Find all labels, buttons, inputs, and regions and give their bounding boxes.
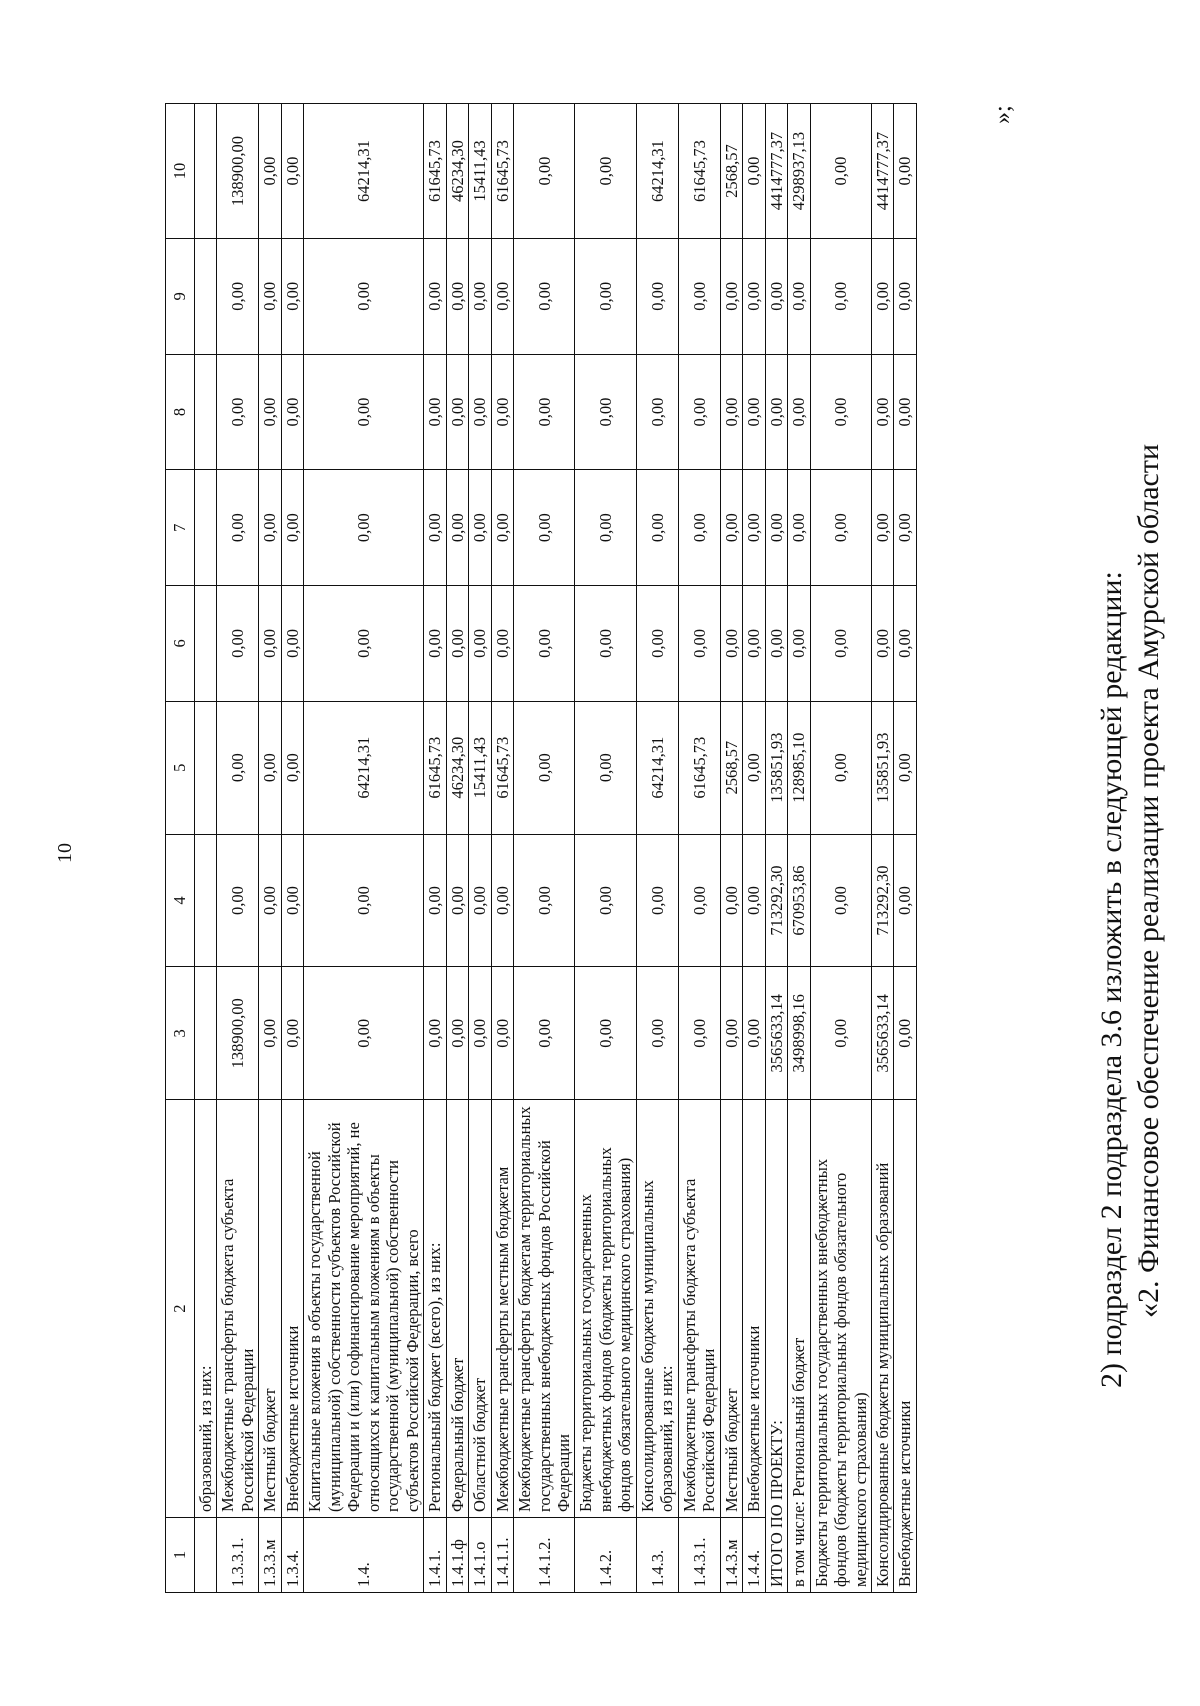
total-value-cell: 4414777,37 [765, 104, 787, 239]
row-name: образований, из них: [195, 1100, 217, 1518]
summary-value-cell: 4414777,37 [872, 104, 894, 239]
value-cell: 0,00 [217, 586, 259, 702]
row-code: 1.4.1. [424, 1518, 446, 1593]
summary-value-cell: 0,00 [788, 354, 810, 470]
value-cell [195, 834, 217, 967]
row-code: 1.4.4. [743, 1518, 765, 1593]
value-cell: 0,00 [743, 967, 765, 1100]
value-cell: 0,00 [304, 239, 424, 355]
table-row [678, 104, 720, 1593]
value-cell: 61645,73 [491, 701, 513, 834]
value-cell: 0,00 [259, 586, 281, 702]
summary-value-cell: 0,00 [810, 967, 871, 1100]
value-cell: 0,00 [491, 834, 513, 967]
total-label: ИТОГО ПО ПРОЕКТУ: [765, 1100, 787, 1593]
table-row [217, 104, 259, 1593]
summary-value-cell: 670953,86 [788, 834, 810, 967]
row-name: Консолидированные бюджеты муниципальных образований, из них: [636, 1100, 678, 1518]
value-cell: 0,00 [491, 967, 513, 1100]
value-cell: 0,00 [678, 967, 720, 1100]
amendment-paragraph: 2) подраздел 2 подраздела 3.6 изложить в следующей редакции: [1095, 571, 1128, 1388]
summary-value-cell: 0,00 [810, 470, 871, 586]
value-cell: 0,00 [304, 834, 424, 967]
value-cell: 138900,00 [217, 104, 259, 239]
table-row [304, 104, 424, 1593]
value-cell: 61645,73 [678, 104, 720, 239]
value-cell [195, 470, 217, 586]
summary-value-cell: 0,00 [810, 586, 871, 702]
table-row [743, 104, 765, 1593]
summary-label: Бюджеты территориальных государственных внебюджетных фондов (бюджеты территориальных фондов обязательного медицинского страхования) [810, 1100, 871, 1593]
value-cell: 0,00 [281, 104, 303, 239]
value-cell [195, 967, 217, 1100]
value-cell: 0,00 [469, 586, 491, 702]
value-cell: 0,00 [636, 967, 678, 1100]
total-value-cell: 0,00 [765, 354, 787, 470]
summary-value-cell: 0,00 [894, 239, 916, 355]
table-row [195, 104, 217, 1593]
column-header: 9 [166, 239, 195, 355]
value-cell: 0,00 [281, 967, 303, 1100]
value-cell: 0,00 [491, 586, 513, 702]
summary-value-cell: 0,00 [788, 239, 810, 355]
value-cell: 0,00 [424, 354, 446, 470]
value-cell: 0,00 [743, 701, 765, 834]
total-value-cell: 0,00 [765, 239, 787, 355]
row-name: Внебюджетные источники [281, 1100, 303, 1518]
value-cell: 64214,31 [636, 701, 678, 834]
summary-value-cell: 0,00 [810, 239, 871, 355]
value-cell: 0,00 [304, 586, 424, 702]
value-cell: 0,00 [259, 239, 281, 355]
value-cell: 0,00 [514, 967, 575, 1100]
value-cell: 0,00 [259, 470, 281, 586]
row-name: Областной бюджет [469, 1100, 491, 1518]
row-code: 1.4.1.1. [491, 1518, 513, 1593]
value-cell: 0,00 [491, 470, 513, 586]
value-cell: 0,00 [281, 834, 303, 967]
value-cell: 0,00 [281, 354, 303, 470]
row-name: Местный бюджет [259, 1100, 281, 1518]
row-name: Межбюджетные трансферты бюджета субъекта Российской Федерации [678, 1100, 720, 1518]
summary-row [788, 104, 810, 1593]
value-cell [195, 354, 217, 470]
value-cell: 0,00 [575, 239, 636, 355]
value-cell: 0,00 [281, 470, 303, 586]
value-cell: 0,00 [304, 967, 424, 1100]
value-cell: 0,00 [424, 470, 446, 586]
row-code: 1.4.1.ф [446, 1518, 468, 1593]
value-cell: 61645,73 [424, 701, 446, 834]
summary-value-cell: 0,00 [894, 834, 916, 967]
summary-value-cell: 713292,30 [872, 834, 894, 967]
value-cell: 0,00 [575, 470, 636, 586]
value-cell: 0,00 [514, 470, 575, 586]
row-name: Межбюджетные трансферты бюджета субъекта Российской Федерации [217, 1100, 259, 1518]
value-cell: 0,00 [304, 470, 424, 586]
summary-value-cell: 0,00 [872, 586, 894, 702]
value-cell: 0,00 [720, 586, 742, 702]
value-cell: 0,00 [575, 701, 636, 834]
summary-value-cell: 128985,10 [788, 701, 810, 834]
summary-value-cell: 0,00 [788, 470, 810, 586]
table-header-row [166, 104, 195, 1593]
column-header: 5 [166, 701, 195, 834]
row-name: Федеральный бюджет [446, 1100, 468, 1518]
value-cell: 0,00 [514, 354, 575, 470]
summary-label: в том числе: Региональный бюджет [788, 1100, 810, 1593]
summary-value-cell: 0,00 [872, 470, 894, 586]
value-cell: 0,00 [514, 701, 575, 834]
table-row [446, 104, 468, 1593]
value-cell: 0,00 [281, 239, 303, 355]
value-cell: 0,00 [424, 586, 446, 702]
column-header: 4 [166, 834, 195, 967]
budget-table [165, 103, 917, 1593]
value-cell: 0,00 [446, 834, 468, 967]
value-cell: 64214,31 [636, 104, 678, 239]
value-cell: 0,00 [217, 354, 259, 470]
page-number: 10 [54, 843, 76, 863]
row-name: Капитальные вложения в объекты государственной (муниципальной) собственности субъектов Российской Федерации и (или) софинансирование мероприятий, не относящихся к капитальным вложениям в объекты государственной (муниципальной) собственности субъектов Российской Федерации, всего [304, 1100, 424, 1518]
value-cell: 64214,31 [304, 104, 424, 239]
value-cell: 0,00 [720, 470, 742, 586]
row-code: 1.4.3.м [720, 1518, 742, 1593]
value-cell: 0,00 [678, 586, 720, 702]
table-row [469, 104, 491, 1593]
value-cell: 15411,43 [469, 104, 491, 239]
section-heading: «2. Финансовое обеспечение реализации проекта Амурской области [1132, 443, 1165, 1318]
summary-row [872, 104, 894, 1593]
value-cell: 0,00 [678, 470, 720, 586]
summary-value-cell: 135851,93 [872, 701, 894, 834]
value-cell: 64214,31 [304, 701, 424, 834]
table-body [195, 104, 917, 1593]
value-cell: 0,00 [259, 354, 281, 470]
value-cell: 0,00 [743, 239, 765, 355]
value-cell: 0,00 [636, 239, 678, 355]
row-name: Межбюджетные трансферты местным бюджетам [491, 1100, 513, 1518]
value-cell: 0,00 [678, 834, 720, 967]
row-name: Межбюджетные трансферты бюджетам территориальных государственных внебюджетных фондов Российской Федерации [514, 1100, 575, 1518]
total-value-cell: 0,00 [765, 586, 787, 702]
value-cell [195, 701, 217, 834]
summary-row [894, 104, 916, 1593]
value-cell: 0,00 [281, 586, 303, 702]
value-cell: 0,00 [720, 239, 742, 355]
column-header: 3 [166, 967, 195, 1100]
value-cell: 0,00 [575, 354, 636, 470]
value-cell: 0,00 [424, 239, 446, 355]
value-cell: 0,00 [743, 470, 765, 586]
summary-value-cell: 0,00 [894, 967, 916, 1100]
value-cell: 61645,73 [678, 701, 720, 834]
summary-value-cell: 0,00 [894, 470, 916, 586]
table-row [281, 104, 303, 1593]
row-code: 1.3.3.1. [217, 1518, 259, 1593]
table-row [424, 104, 446, 1593]
total-row [765, 104, 787, 1593]
value-cell: 0,00 [678, 354, 720, 470]
column-header: 6 [166, 586, 195, 702]
row-name: Внебюджетные источники [743, 1100, 765, 1518]
table-row [575, 104, 636, 1593]
total-value-cell: 0,00 [765, 470, 787, 586]
table-row [720, 104, 742, 1593]
value-cell: 0,00 [514, 586, 575, 702]
column-header: 1 [166, 1518, 195, 1593]
value-cell: 0,00 [424, 967, 446, 1100]
value-cell: 0,00 [720, 834, 742, 967]
value-cell: 0,00 [259, 967, 281, 1100]
summary-label: Внебюджетные источники [894, 1100, 916, 1593]
value-cell: 0,00 [491, 239, 513, 355]
summary-value-cell: 0,00 [810, 834, 871, 967]
value-cell: 0,00 [217, 239, 259, 355]
summary-value-cell: 0,00 [872, 354, 894, 470]
value-cell: 0,00 [469, 354, 491, 470]
row-code: 1.4.1.2. [514, 1518, 575, 1593]
value-cell: 0,00 [259, 834, 281, 967]
value-cell: 0,00 [720, 354, 742, 470]
value-cell [195, 586, 217, 702]
value-cell [195, 239, 217, 355]
summary-row [810, 104, 871, 1593]
row-code: 1.4.2. [575, 1518, 636, 1593]
value-cell: 0,00 [469, 967, 491, 1100]
table-row [636, 104, 678, 1593]
value-cell: 0,00 [469, 470, 491, 586]
value-cell: 0,00 [446, 586, 468, 702]
summary-value-cell: 0,00 [872, 239, 894, 355]
total-value-cell: 713292,30 [765, 834, 787, 967]
row-code: 1.4.3. [636, 1518, 678, 1593]
value-cell: 0,00 [469, 239, 491, 355]
value-cell: 0,00 [575, 104, 636, 239]
row-name: Региональный бюджет (всего), из них: [424, 1100, 446, 1518]
value-cell: 0,00 [743, 104, 765, 239]
value-cell: 0,00 [575, 967, 636, 1100]
value-cell: 61645,73 [424, 104, 446, 239]
summary-value-cell: 0,00 [894, 104, 916, 239]
summary-value-cell: 0,00 [810, 701, 871, 834]
value-cell: 0,00 [446, 354, 468, 470]
row-code: 1.3.4. [281, 1518, 303, 1593]
summary-value-cell: 0,00 [810, 354, 871, 470]
table-row [259, 104, 281, 1593]
value-cell: 0,00 [217, 834, 259, 967]
column-header: 10 [166, 104, 195, 239]
value-cell: 0,00 [281, 701, 303, 834]
value-cell: 0,00 [514, 104, 575, 239]
value-cell: 0,00 [259, 701, 281, 834]
value-cell: 2568,57 [720, 701, 742, 834]
value-cell: 2568,57 [720, 104, 742, 239]
closing-quote-mark: »; [990, 105, 1016, 124]
value-cell: 0,00 [743, 354, 765, 470]
value-cell: 0,00 [743, 834, 765, 967]
value-cell: 0,00 [636, 586, 678, 702]
summary-value-cell: 0,00 [894, 586, 916, 702]
column-header: 2 [166, 1100, 195, 1518]
row-code: 1.3.3.м [259, 1518, 281, 1593]
summary-value-cell: 0,00 [810, 104, 871, 239]
summary-value-cell: 4298937,13 [788, 104, 810, 239]
value-cell: 0,00 [514, 834, 575, 967]
row-code [195, 1518, 217, 1593]
column-header: 8 [166, 354, 195, 470]
value-cell: 0,00 [217, 470, 259, 586]
value-cell: 46234,30 [446, 104, 468, 239]
column-header: 7 [166, 470, 195, 586]
value-cell: 138900,00 [217, 967, 259, 1100]
value-cell: 46234,30 [446, 701, 468, 834]
value-cell: 0,00 [720, 967, 742, 1100]
row-code: 1.4.1.о [469, 1518, 491, 1593]
summary-value-cell: 3498998,16 [788, 967, 810, 1100]
value-cell: 0,00 [575, 586, 636, 702]
value-cell: 0,00 [446, 967, 468, 1100]
value-cell: 0,00 [491, 354, 513, 470]
table-row [514, 104, 575, 1593]
value-cell: 0,00 [636, 354, 678, 470]
table-row [491, 104, 513, 1593]
row-name: Бюджеты территориальных государственных внебюджетных фондов (бюджеты территориальных фондов обязательного медицинского страхования) [575, 1100, 636, 1518]
value-cell: 0,00 [259, 104, 281, 239]
value-cell: 61645,73 [491, 104, 513, 239]
summary-label: Консолидированные бюджеты муниципальных образований [872, 1100, 894, 1593]
total-value-cell: 3565633,14 [765, 967, 787, 1100]
row-code: 1.4. [304, 1518, 424, 1593]
value-cell: 15411,43 [469, 701, 491, 834]
summary-value-cell: 0,00 [894, 354, 916, 470]
row-name: Местный бюджет [720, 1100, 742, 1518]
value-cell: 0,00 [304, 354, 424, 470]
value-cell: 0,00 [424, 834, 446, 967]
value-cell: 0,00 [469, 834, 491, 967]
value-cell: 0,00 [678, 239, 720, 355]
value-cell: 0,00 [514, 239, 575, 355]
value-cell: 0,00 [743, 586, 765, 702]
summary-value-cell: 0,00 [788, 586, 810, 702]
value-cell: 0,00 [446, 239, 468, 355]
summary-value-cell: 0,00 [894, 701, 916, 834]
value-cell [195, 104, 217, 239]
total-value-cell: 135851,93 [765, 701, 787, 834]
value-cell: 0,00 [575, 834, 636, 967]
value-cell: 0,00 [636, 470, 678, 586]
value-cell: 0,00 [636, 834, 678, 967]
value-cell: 0,00 [446, 470, 468, 586]
value-cell: 0,00 [217, 701, 259, 834]
summary-value-cell: 3565633,14 [872, 967, 894, 1100]
row-code: 1.4.3.1. [678, 1518, 720, 1593]
